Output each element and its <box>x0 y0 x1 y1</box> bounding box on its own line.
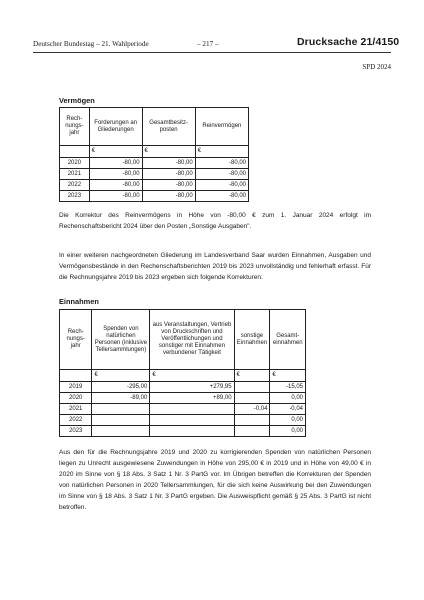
column-header: sonstige Einnahmen <box>234 310 270 370</box>
unit-row <box>60 146 249 158</box>
value-cell: -295,00 <box>92 382 150 393</box>
year-cell: 2019 <box>60 382 92 393</box>
table-row <box>60 158 249 169</box>
column-header: Gesamtbesitz-posten <box>142 108 195 146</box>
table-header-row <box>60 108 249 146</box>
column-header: Gesamt-einnahmen <box>270 310 306 370</box>
year-cell: 2020 <box>60 393 92 404</box>
column-header: Reinvermögen <box>195 108 248 146</box>
year-cell: 2020 <box>60 158 90 169</box>
value-cell: -0,04 <box>270 404 306 415</box>
value-cell: 0,00 <box>270 393 306 404</box>
year-cell: 2021 <box>60 404 92 415</box>
year-cell: 2023 <box>60 191 90 202</box>
value-cell: -80,00 <box>142 158 195 169</box>
table-row <box>60 191 249 202</box>
column-header: aus Veranstaltungen, Vertrieb von Druckschriften und Veröffentlichungen und sonstiger mit Einnahmen verbundener Tätigkeit <box>150 310 234 370</box>
table-row <box>60 169 249 180</box>
unit-cell: € <box>92 370 150 382</box>
year-cell: 2022 <box>60 415 92 426</box>
value-cell: -80,00 <box>195 191 248 202</box>
table-row <box>60 393 306 404</box>
page-number: – 217 – <box>197 40 219 48</box>
table-row <box>60 180 249 191</box>
value-cell: +279,95 <box>150 382 234 393</box>
column-header: Rech-nungs-jahr <box>60 108 90 146</box>
value-cell: +89,00 <box>150 393 234 404</box>
column-header: Rech-nungs-jahr <box>60 310 92 370</box>
value-cell: -80,00 <box>142 169 195 180</box>
header-rule <box>33 52 391 53</box>
year-cell: 2022 <box>60 180 90 191</box>
value-cell: -80,00 <box>89 180 142 191</box>
value-cell: -0,04 <box>234 404 270 415</box>
document-number: Drucksache 21/4150 <box>297 36 400 48</box>
value-cell: -80,00 <box>195 169 248 180</box>
value-cell: -80,00 <box>89 191 142 202</box>
unit-cell <box>60 146 90 158</box>
value-cell: -15,05 <box>270 382 306 393</box>
value-cell <box>150 426 234 437</box>
value-cell: 0,00 <box>270 426 306 437</box>
unit-cell: € <box>142 146 195 158</box>
value-cell: -80,00 <box>89 169 142 180</box>
value-cell: -80,00 <box>142 180 195 191</box>
value-cell: -80,00 <box>195 158 248 169</box>
column-header: Forderungen an Gliederungen <box>89 108 142 146</box>
unit-cell: € <box>150 370 234 382</box>
value-cell <box>234 393 270 404</box>
unit-cell: € <box>270 370 306 382</box>
unit-row <box>60 370 306 382</box>
value-cell <box>234 426 270 437</box>
vermoegen-heading: Vermögen <box>59 96 95 105</box>
value-cell <box>150 415 234 426</box>
einnahmen-heading: Einnahmen <box>59 297 99 306</box>
paragraph-saar: In einer weiteren nachgeordneten Gliederung im Landesverband Saar wurden Einnahmen, Ausgaben und Vermögensbestände in den Rechenschaftsberichten 2019 bis 2023 unvollständig und fehlerhaft erfasst. Für die Rechnungsjahre 2019 bis 2023 ergeben sich folgende Korrekturen: <box>59 252 371 281</box>
table-row <box>60 382 306 393</box>
einnahmen-table <box>59 309 306 437</box>
value-cell: -80,00 <box>142 191 195 202</box>
unit-cell: € <box>234 370 270 382</box>
running-header-left: Deutscher Bundestag – 21. Wahlperiode <box>33 40 149 48</box>
unit-cell: € <box>195 146 248 158</box>
table-row <box>60 404 306 415</box>
unit-cell <box>60 370 92 382</box>
value-cell <box>92 404 150 415</box>
value-cell: -89,00 <box>92 393 150 404</box>
vermoegen-table <box>59 107 249 202</box>
paragraph-correction-note: Die Korrektur des Reinvermögens in Höhe von -80,00 € zum 1. Januar 2024 erfolgt im Rechenschaftsbericht 2024 über den Posten „Sonstige Ausgaben". <box>59 212 371 230</box>
value-cell: -80,00 <box>89 158 142 169</box>
value-cell <box>92 415 150 426</box>
value-cell: -80,00 <box>195 180 248 191</box>
year-cell: 2023 <box>60 426 92 437</box>
unit-cell: € <box>89 146 142 158</box>
year-cell: 2021 <box>60 169 90 180</box>
value-cell <box>150 404 234 415</box>
column-header: Spenden von natürlichen Personen (inklusive Tellersammlungen) <box>92 310 150 370</box>
table-header-row <box>60 310 306 370</box>
value-cell <box>234 382 270 393</box>
paragraph-donations: Aus den für die Rechnungsjahre 2019 und 2020 zu korrigierenden Spenden von natürlichen Personen liegen zu Unrecht ausgewiesene Zuwendungen in Höhe von 295,00 € in 2019 und in Höhe von 49,00 € in 2020 im Sinne von § 18 Abs. 3 Satz 1 Nr. 3 PartG vor. Im Übrigen betreffen die Korrekturen der Spenden von natürlichen Personen in 2020 Tellersammlungen, für die sich keine Auswirkung bei den Zuwendungen im Sinne von § 18 Abs. 3 Satz 1 Nr. 3 PartG ergeben. Die Ausweispflicht gemäß § 25 Abs. 3 PartG ist nicht betroffen. <box>59 449 371 511</box>
value-cell <box>92 426 150 437</box>
value-cell <box>234 415 270 426</box>
party-year-label: SPD 2024 <box>362 63 391 71</box>
table-row <box>60 426 306 437</box>
table-row <box>60 415 306 426</box>
value-cell: 0,00 <box>270 415 306 426</box>
